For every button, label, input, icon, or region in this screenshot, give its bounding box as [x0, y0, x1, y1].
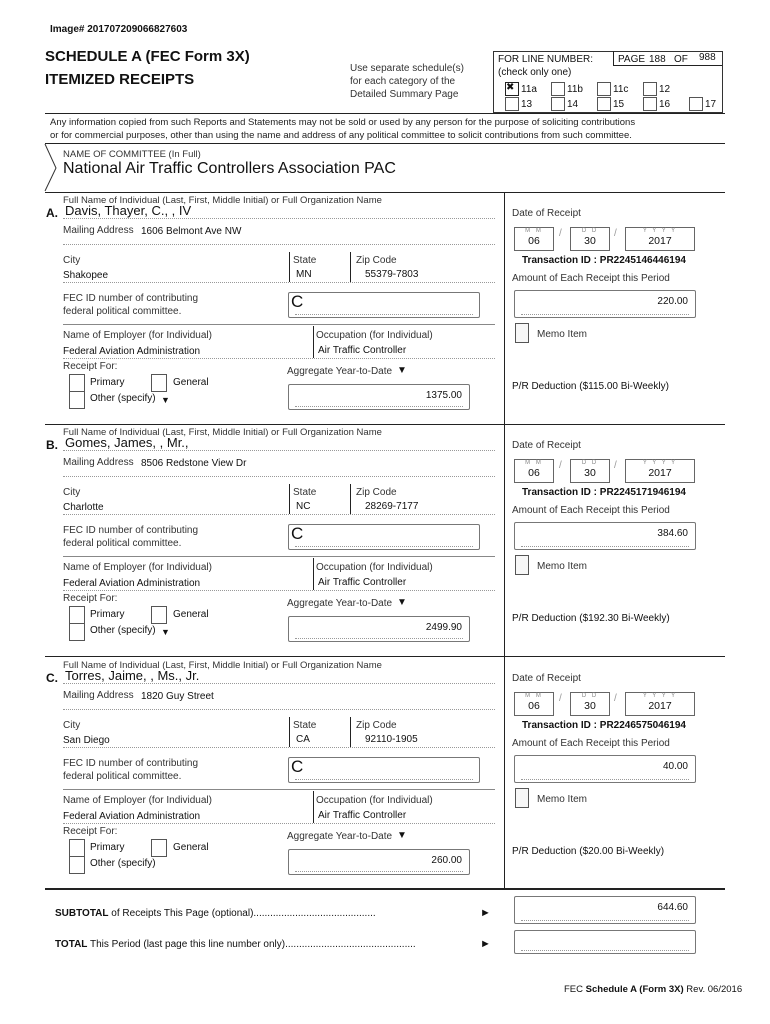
- state-value: MN: [296, 269, 312, 280]
- option-11b: 11b: [567, 84, 583, 95]
- right-column-divider: [504, 192, 505, 424]
- header-rule: [45, 113, 725, 114]
- committee-label: NAME OF COMMITTEE (In Full): [63, 149, 201, 160]
- option-11a: 11a: [521, 84, 537, 95]
- total-text: This Period (last page this line number only)...............................................: [87, 939, 416, 950]
- amount-value: 220.00: [657, 296, 688, 307]
- city-underline: [63, 282, 495, 283]
- name-underline: [63, 450, 495, 451]
- occupation-value: Air Traffic Controller: [318, 577, 407, 588]
- employer-value: Federal Aviation Administration: [63, 811, 201, 822]
- zip-value: 28269-7177: [365, 501, 419, 512]
- option-17: 17: [705, 99, 717, 110]
- day-value: 30: [584, 467, 596, 479]
- aggregate-value: 260.00: [431, 855, 462, 866]
- employer-value: Federal Aviation Administration: [63, 578, 201, 589]
- date-month[interactable]: [514, 459, 554, 483]
- date-slash: /: [614, 228, 617, 239]
- primary-checkbox[interactable]: [69, 374, 85, 392]
- employer-underline: [63, 823, 495, 824]
- address-underline: [63, 709, 495, 710]
- other-checkbox[interactable]: [69, 623, 85, 641]
- option-15: 15: [613, 99, 625, 110]
- employer-underline: [63, 358, 495, 359]
- address-underline: [63, 244, 495, 245]
- employer-value: Federal Aviation Administration: [63, 346, 201, 357]
- other-dropdown-icon[interactable]: ▼: [161, 627, 170, 637]
- memo-label: Memo Item: [537, 794, 588, 805]
- date-slash: /: [559, 228, 562, 239]
- fec-id-line: federal political committee.: [63, 538, 182, 549]
- aggregate-value: 1375.00: [425, 390, 462, 401]
- form-revision: [564, 984, 742, 995]
- month-hint: M M: [525, 693, 543, 699]
- aggregate-arrow-icon: ▼: [397, 597, 407, 608]
- pr-deduction-note: P/R Deduction ($115.00 Bi-Weekly): [512, 381, 669, 392]
- receipt-for-label: Receipt For:: [63, 361, 118, 372]
- receipt-for-label: Receipt For:: [63, 593, 118, 604]
- contributor-name: Torres, Jaime, , Ms., Jr.: [65, 668, 200, 683]
- primary-label: Primary: [90, 609, 125, 620]
- date-slash: /: [614, 460, 617, 471]
- mailing-address-label: Mailing Address: [63, 457, 134, 468]
- fec-id-field[interactable]: [288, 292, 480, 318]
- state-divider: [289, 484, 290, 514]
- primary-checkbox[interactable]: [69, 606, 85, 624]
- other-dropdown-icon[interactable]: ▼: [161, 395, 170, 405]
- committee-rule: [45, 192, 725, 193]
- of-label: OF: [674, 54, 688, 65]
- total-bold: TOTAL: [55, 939, 88, 950]
- total-field[interactable]: [514, 930, 696, 954]
- pr-deduction-note: P/R Deduction ($192.30 Bi-Weekly): [512, 613, 670, 624]
- state-label: State: [293, 487, 317, 498]
- contributor-name: Gomes, James, , Mr.,: [65, 435, 189, 450]
- date-month[interactable]: [514, 227, 554, 251]
- date-year[interactable]: [625, 692, 695, 716]
- date-slash: /: [559, 460, 562, 471]
- city-underline: [63, 514, 495, 515]
- entry-rule: [45, 424, 725, 425]
- checkbox-12[interactable]: [643, 82, 657, 96]
- fec-id-label: [63, 524, 198, 550]
- check-mark-icon: ✖: [506, 82, 515, 93]
- date-slash: /: [614, 693, 617, 704]
- mailing-address-label: Mailing Address: [63, 690, 134, 701]
- month-hint: M M: [525, 460, 543, 466]
- occupation-divider: [313, 326, 314, 358]
- zip-label: Zip Code: [356, 255, 397, 266]
- other-specify-label: Other (specify): [90, 858, 156, 869]
- mailing-address-label: Mailing Address: [63, 225, 134, 236]
- day-hint: D D: [581, 228, 599, 234]
- date-day[interactable]: [570, 459, 610, 483]
- transaction-id: Transaction ID : PR2245171946194: [522, 487, 686, 498]
- checkbox-11b[interactable]: [551, 82, 565, 96]
- aggregate-label: Aggregate Year-to-Date: [287, 831, 393, 842]
- aggregate-label: Aggregate Year-to-Date: [287, 366, 393, 377]
- committee-bracket-icon: [44, 144, 58, 192]
- fec-id-line: federal political committee.: [63, 771, 182, 782]
- checkbox-14[interactable]: [551, 97, 565, 111]
- general-label: General: [173, 609, 209, 620]
- date-slash: /: [559, 693, 562, 704]
- amount-value: 40.00: [662, 761, 688, 772]
- state-divider: [289, 717, 290, 747]
- zip-divider: [350, 484, 351, 514]
- other-specify-label: Other (specify): [90, 625, 156, 636]
- fec-id-prefix: C: [291, 757, 304, 776]
- general-checkbox[interactable]: [151, 839, 167, 857]
- day-hint: D D: [581, 460, 599, 466]
- disclaimer: [50, 117, 635, 142]
- year-value: 2017: [648, 235, 672, 247]
- general-checkbox[interactable]: [151, 374, 167, 392]
- image-id: Image# 201707209066827603: [50, 24, 188, 35]
- amount-value: 384.60: [657, 528, 688, 539]
- pr-deduction-note: P/R Deduction ($20.00 Bi-Weekly): [512, 846, 665, 857]
- city-value: San Diego: [63, 735, 110, 746]
- aggregate-arrow-icon: ▼: [397, 365, 407, 376]
- occupation-value: Air Traffic Controller: [318, 810, 407, 821]
- total-label: [55, 939, 416, 950]
- month-value: 06: [528, 467, 540, 479]
- state-value: CA: [296, 734, 310, 745]
- memo-checkbox[interactable]: [515, 788, 529, 808]
- fec-id-prefix: C: [291, 292, 304, 311]
- page-number: 188: [649, 54, 666, 65]
- zip-label: Zip Code: [356, 720, 397, 731]
- occupation-label: Occupation (for Individual): [316, 562, 433, 573]
- subtotal-value: 644.60: [657, 902, 688, 913]
- name-underline: [63, 683, 495, 684]
- employer-rule: [63, 789, 495, 790]
- disclaimer-rule: [45, 143, 725, 144]
- form-rev: Rev. 06/2016: [683, 984, 743, 995]
- date-day[interactable]: [570, 692, 610, 716]
- subtotal-bold: SUBTOTAL: [55, 908, 109, 919]
- fec-id-field[interactable]: [288, 524, 480, 550]
- fec-id-line: FEC ID number of contributing: [63, 293, 199, 304]
- checkbox-16[interactable]: [643, 97, 657, 111]
- memo-label: Memo Item: [537, 329, 588, 340]
- city-underline: [63, 747, 495, 748]
- page-label: PAGE: [618, 54, 646, 65]
- right-column-divider: [504, 424, 505, 656]
- general-checkbox[interactable]: [151, 606, 167, 624]
- zip-divider: [350, 717, 351, 747]
- day-value: 30: [584, 700, 596, 712]
- instructions-line: for each category of the: [350, 76, 456, 87]
- disclaimer-line: Any information copied from such Reports and Statements may not be sold or used by any person for the purpose of soliciting contributions: [50, 117, 636, 128]
- mailing-address: 1820 Guy Street: [141, 691, 214, 702]
- form-subtitle: ITEMIZED RECEIPTS: [45, 71, 195, 88]
- day-hint: D D: [581, 693, 599, 699]
- full-name-label: Full Name of Individual (Last, First, Middle Initial) or Full Organization Name: [63, 195, 382, 206]
- checkbox-17[interactable]: [689, 97, 703, 111]
- entry-rule: [45, 889, 725, 890]
- memo-checkbox[interactable]: [515, 555, 529, 575]
- subtotal-text: of Receipts This Page (optional)............................................: [108, 908, 376, 919]
- occupation-label: Occupation (for Individual): [316, 330, 433, 341]
- occupation-label: Occupation (for Individual): [316, 795, 433, 806]
- city-value: Shakopee: [63, 270, 109, 281]
- primary-label: Primary: [90, 842, 125, 853]
- employer-underline: [63, 590, 495, 591]
- address-underline: [63, 476, 495, 477]
- option-11c: 11c: [613, 84, 629, 95]
- year-value: 2017: [648, 467, 672, 479]
- disclaimer-line: or for commercial purposes, other than using the name and address of any political committee to solicit contributions from such committee.: [50, 129, 632, 141]
- primary-label: Primary: [90, 377, 125, 388]
- for-line-label: FOR LINE NUMBER:: [498, 54, 594, 65]
- city-value: Charlotte: [63, 502, 104, 513]
- zip-value: 92110-1905: [365, 734, 418, 745]
- amount-label: Amount of Each Receipt this Period: [512, 738, 670, 749]
- page-divider: [613, 51, 614, 65]
- transaction-id: Transaction ID : PR2246575046194: [522, 720, 686, 731]
- occupation-value: Air Traffic Controller: [318, 345, 407, 356]
- other-checkbox[interactable]: [69, 391, 85, 409]
- transaction-id: Transaction ID : PR2245146446194: [522, 255, 686, 266]
- city-label: City: [63, 487, 81, 498]
- option-13: 13: [521, 99, 533, 110]
- other-specify-label: Other (specify): [90, 393, 156, 404]
- contributor-name: Davis, Thayer, C., , IV: [65, 203, 192, 218]
- form-prefix: FEC: [564, 984, 586, 995]
- entry-letter: B.: [46, 438, 58, 452]
- option-14: 14: [567, 99, 579, 110]
- fec-id-line: FEC ID number of contributing: [63, 525, 199, 536]
- aggregate-label: Aggregate Year-to-Date: [287, 598, 393, 609]
- occupation-divider: [313, 558, 314, 590]
- page-underline: [613, 65, 722, 66]
- fec-id-line: FEC ID number of contributing: [63, 758, 199, 769]
- primary-checkbox[interactable]: [69, 839, 85, 857]
- employer-rule: [63, 556, 495, 557]
- fec-id-label: [63, 757, 198, 783]
- occupation-divider: [313, 791, 314, 823]
- subtotal-label: [55, 908, 376, 919]
- check-only-label: (check only one): [498, 67, 572, 78]
- month-value: 06: [528, 235, 540, 247]
- aggregate-value: 2499.90: [425, 622, 462, 633]
- month-hint: M M: [525, 228, 543, 234]
- year-hint: Y Y Y Y: [642, 460, 678, 466]
- memo-label: Memo Item: [537, 561, 588, 572]
- entry-letter: A.: [46, 206, 58, 220]
- schedule-instructions: [350, 62, 464, 101]
- fec-id-label: [63, 292, 198, 318]
- date-receipt-label: Date of Receipt: [512, 673, 581, 684]
- right-column-divider: [504, 657, 505, 888]
- year-hint: Y Y Y Y: [642, 693, 678, 699]
- mailing-address: 8506 Redstone View Dr: [141, 458, 247, 469]
- date-day[interactable]: [570, 227, 610, 251]
- fec-id-line: federal political committee.: [63, 306, 182, 317]
- name-underline: [63, 218, 495, 219]
- full-name-label: Full Name of Individual (Last, First, Middle Initial) or Full Organization Name: [63, 427, 382, 438]
- employer-label: Name of Employer (for Individual): [63, 562, 212, 573]
- entry-letter: C.: [46, 671, 58, 685]
- amount-label: Amount of Each Receipt this Period: [512, 273, 670, 284]
- instructions-line: Use separate schedule(s): [350, 63, 464, 74]
- date-month[interactable]: [514, 692, 554, 716]
- subtotal-arrow-icon: ►: [480, 907, 491, 919]
- option-12: 12: [659, 84, 671, 95]
- state-value: NC: [296, 501, 311, 512]
- mailing-address: 1606 Belmont Ave NW: [141, 226, 242, 237]
- general-label: General: [173, 377, 209, 388]
- date-year[interactable]: [625, 227, 695, 251]
- zip-divider: [350, 252, 351, 282]
- fec-id-prefix: C: [291, 524, 304, 543]
- year-hint: Y Y Y Y: [642, 228, 678, 234]
- page-total: 988: [699, 52, 716, 63]
- other-checkbox[interactable]: [69, 856, 85, 874]
- general-label: General: [173, 842, 209, 853]
- state-label: State: [293, 720, 317, 731]
- amount-label: Amount of Each Receipt this Period: [512, 505, 670, 516]
- employer-label: Name of Employer (for Individual): [63, 795, 212, 806]
- city-label: City: [63, 255, 81, 266]
- memo-checkbox[interactable]: [515, 323, 529, 343]
- entry-rule: [45, 656, 725, 657]
- date-receipt-label: Date of Receipt: [512, 440, 581, 451]
- option-16: 16: [659, 99, 671, 110]
- aggregate-arrow-icon: ▼: [397, 830, 407, 841]
- total-arrow-icon: ►: [480, 938, 491, 950]
- date-receipt-label: Date of Receipt: [512, 208, 581, 219]
- form-title: SCHEDULE A (FEC Form 3X): [45, 48, 250, 65]
- employer-rule: [63, 324, 495, 325]
- fec-id-field[interactable]: [288, 757, 480, 783]
- full-name-label: Full Name of Individual (Last, First, Middle Initial) or Full Organization Name: [63, 660, 382, 671]
- year-value: 2017: [648, 700, 672, 712]
- employer-label: Name of Employer (for Individual): [63, 330, 212, 341]
- checkbox-15[interactable]: [597, 97, 611, 111]
- state-divider: [289, 252, 290, 282]
- month-value: 06: [528, 700, 540, 712]
- zip-value: 55379-7803: [365, 269, 419, 280]
- zip-label: Zip Code: [356, 487, 397, 498]
- form-name: Schedule A (Form 3X): [585, 984, 684, 995]
- city-label: City: [63, 720, 81, 731]
- receipt-for-label: Receipt For:: [63, 826, 118, 837]
- checkbox-13[interactable]: [505, 97, 519, 111]
- committee-name: National Air Traffic Controllers Association PAC: [63, 160, 396, 177]
- footer-rule: [45, 888, 725, 889]
- state-label: State: [293, 255, 317, 266]
- instructions-line: Detailed Summary Page: [350, 89, 459, 100]
- day-value: 30: [584, 235, 596, 247]
- checkbox-11c[interactable]: [597, 82, 611, 96]
- date-year[interactable]: [625, 459, 695, 483]
